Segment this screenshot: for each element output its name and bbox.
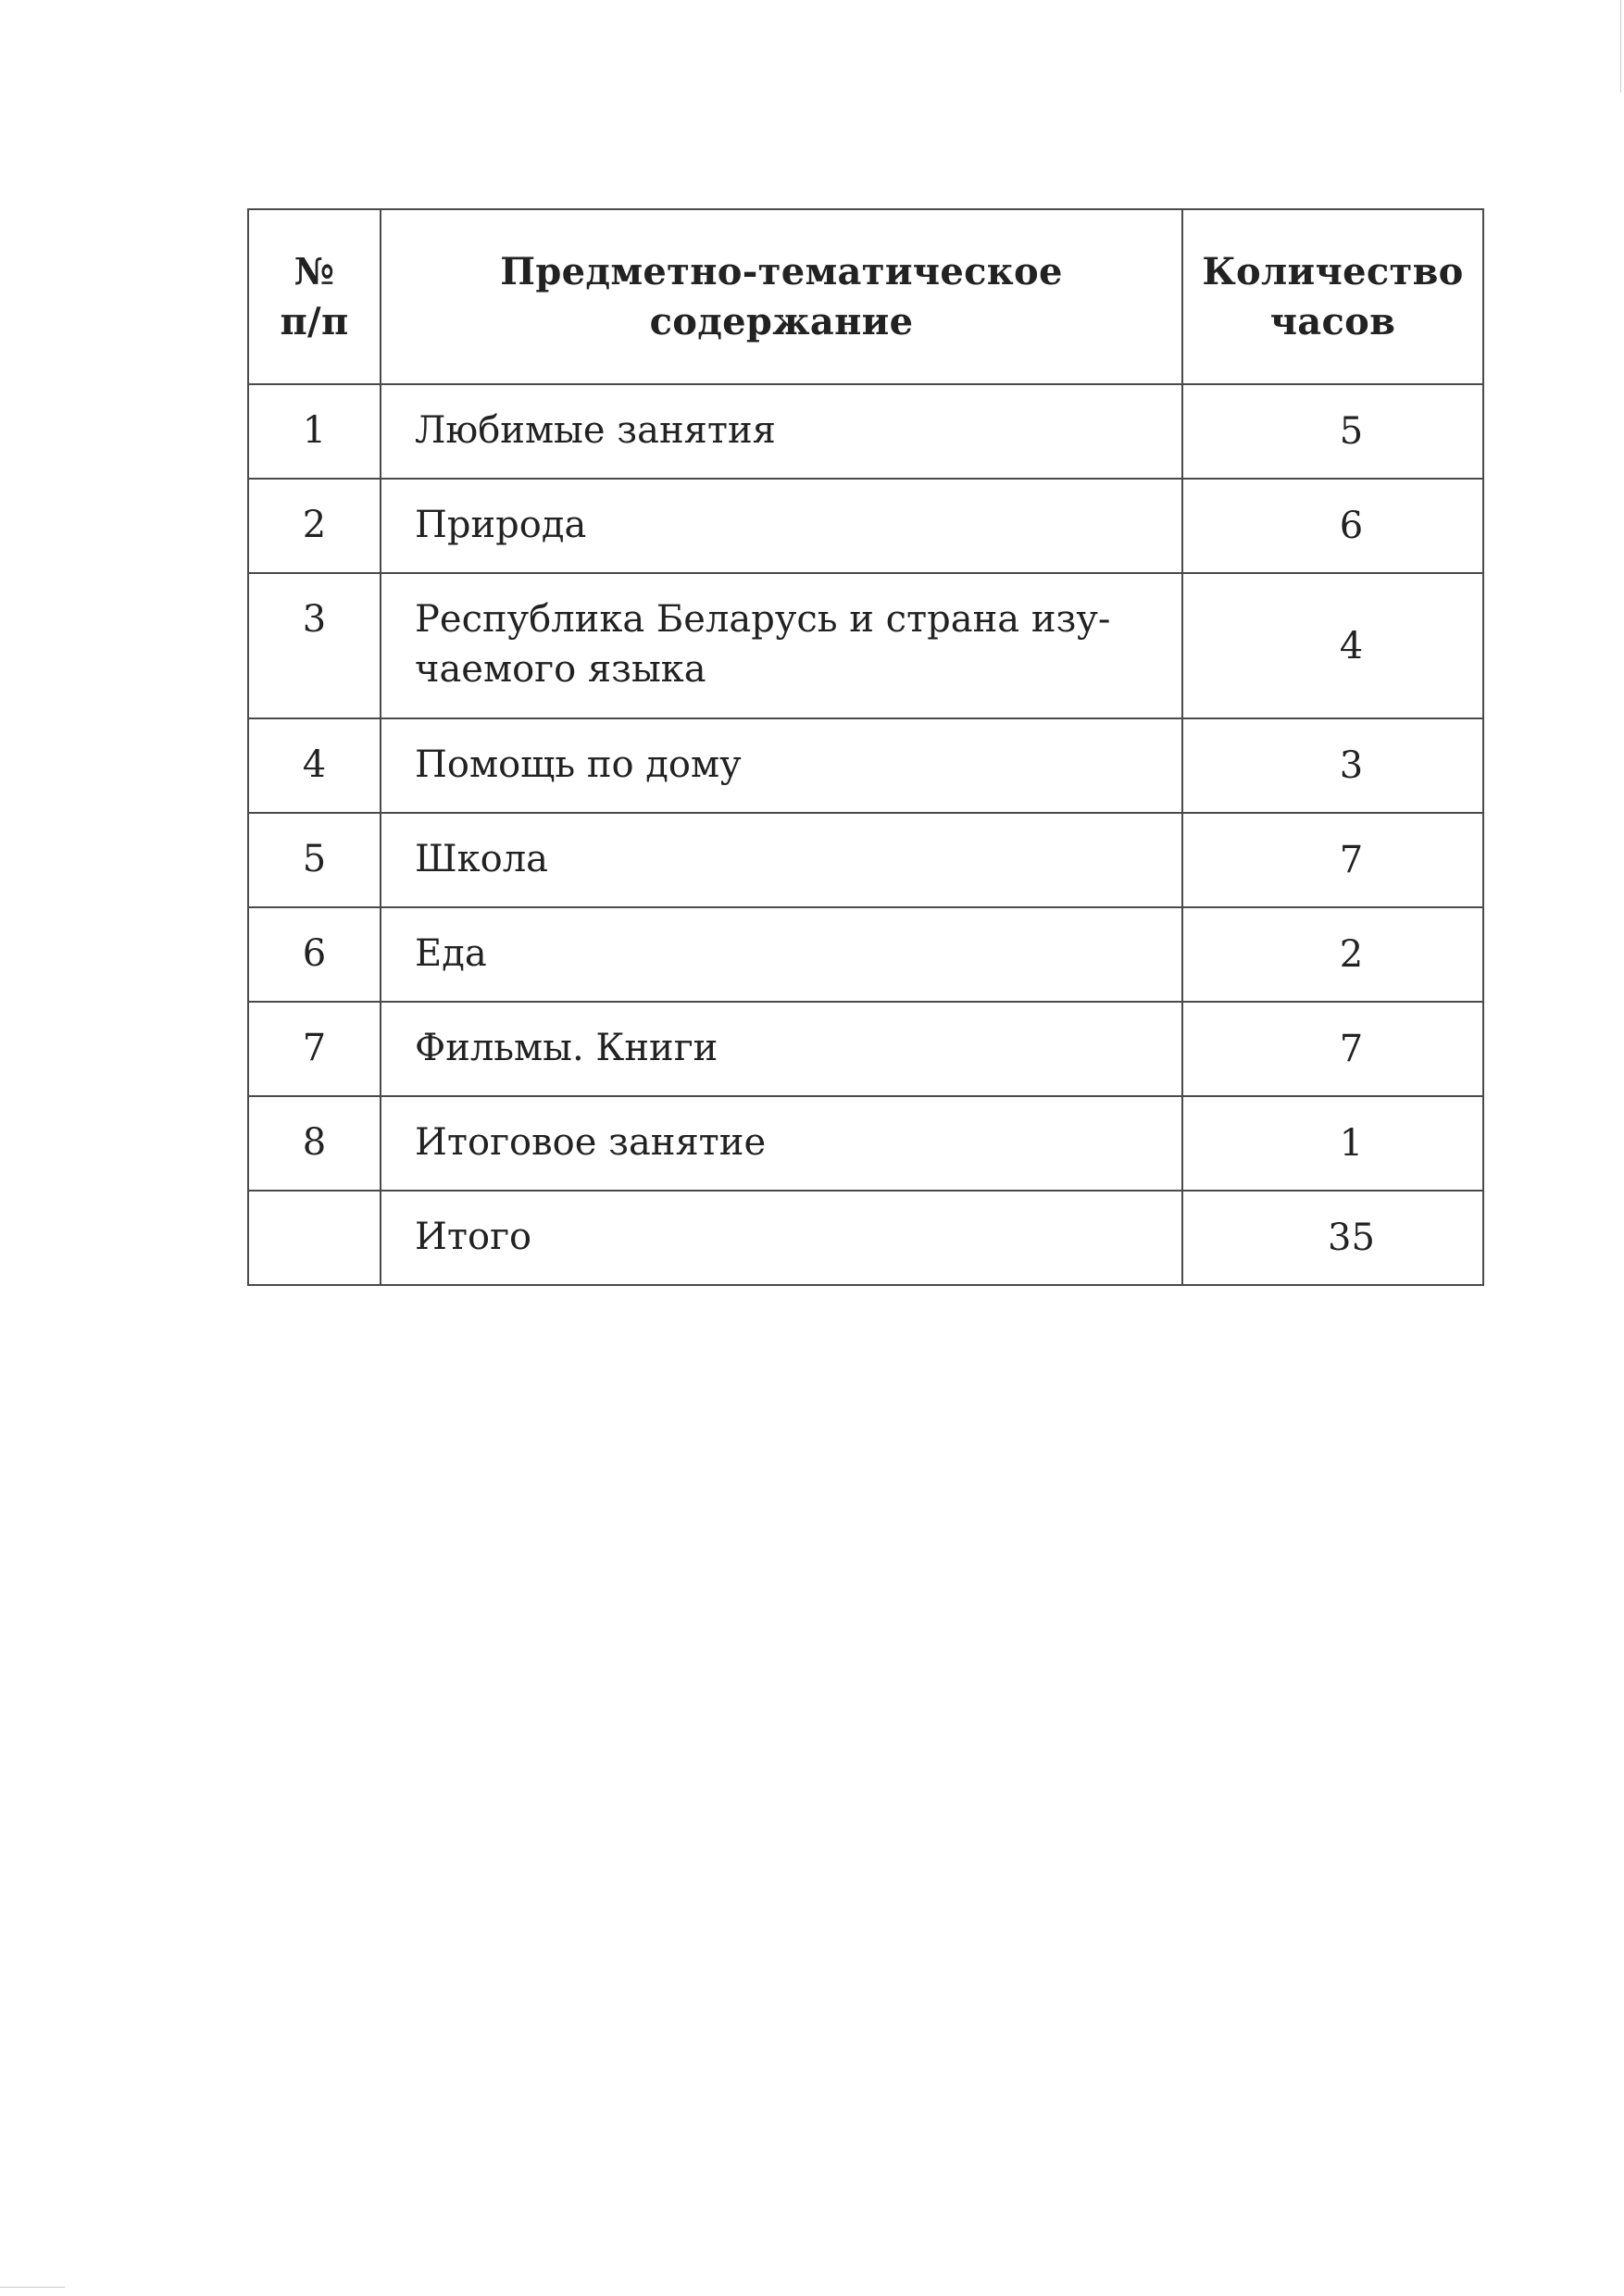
row-hours: 7 (1182, 813, 1483, 907)
total-label-text: Итого (415, 1216, 532, 1258)
row-topic (381, 718, 1182, 813)
table-total-row (248, 1191, 1483, 1285)
thematic-plan-table (247, 208, 1484, 1286)
header-hours (1182, 209, 1483, 384)
total-label (381, 1191, 1182, 1285)
page-edge-line (0, 2287, 65, 2288)
table-row (248, 813, 1483, 907)
row-topic (381, 384, 1182, 479)
table-row (248, 384, 1483, 479)
row-topic-text: Школа (415, 838, 548, 880)
row-topic (381, 1002, 1182, 1096)
row-topic-text: Еда (415, 932, 487, 975)
table-row (248, 573, 1483, 718)
page-edge-line (1620, 0, 1621, 93)
row-number: 7 (248, 1002, 381, 1096)
header-number (248, 209, 381, 384)
header-topic (381, 209, 1182, 384)
row-topic-text: Итоговое занятие (415, 1121, 767, 1164)
row-topic-text: Любимые занятия (415, 409, 776, 452)
row-topic-text: Помощь по дому (415, 743, 742, 786)
row-number: 3 (248, 573, 381, 718)
row-hours: 1 (1182, 1096, 1483, 1191)
header-hours-line1: Количество (1202, 249, 1464, 293)
row-topic-text: Фильмы. Книги (415, 1027, 718, 1069)
table-row (248, 1096, 1483, 1191)
table-row (248, 718, 1483, 813)
table-row (248, 1002, 1483, 1096)
row-topic (381, 907, 1182, 1002)
row-hours: 2 (1182, 907, 1483, 1002)
row-number: 2 (248, 479, 381, 573)
total-hours: 35 (1182, 1191, 1483, 1285)
row-hours: 6 (1182, 479, 1483, 573)
header-hours-line2: часов (1269, 299, 1396, 343)
row-hours: 5 (1182, 384, 1483, 479)
row-topic-text-line1: Республика Беларусь и страна изу- (415, 598, 1111, 641)
row-hours: 3 (1182, 718, 1483, 813)
total-number-empty (248, 1191, 381, 1285)
row-topic (381, 573, 1182, 718)
row-number: 6 (248, 907, 381, 1002)
header-number-line1: № (294, 249, 335, 293)
table-header-row (248, 209, 1483, 384)
row-topic-text: Природа (415, 504, 587, 546)
row-topic (381, 813, 1182, 907)
row-hours: 4 (1182, 573, 1483, 718)
row-number: 4 (248, 718, 381, 813)
header-topic-line1: Предметно-тематическое (500, 249, 1063, 293)
row-topic (381, 479, 1182, 573)
row-number: 5 (248, 813, 381, 907)
header-number-line2: п/п (280, 299, 349, 343)
table-row (248, 479, 1483, 573)
row-hours: 7 (1182, 1002, 1483, 1096)
row-number: 1 (248, 384, 381, 479)
row-number: 8 (248, 1096, 381, 1191)
table-row (248, 907, 1483, 1002)
row-topic-text-line2: чаемого языка (415, 648, 706, 691)
header-topic-line2: содержание (649, 299, 914, 343)
row-topic (381, 1096, 1182, 1191)
